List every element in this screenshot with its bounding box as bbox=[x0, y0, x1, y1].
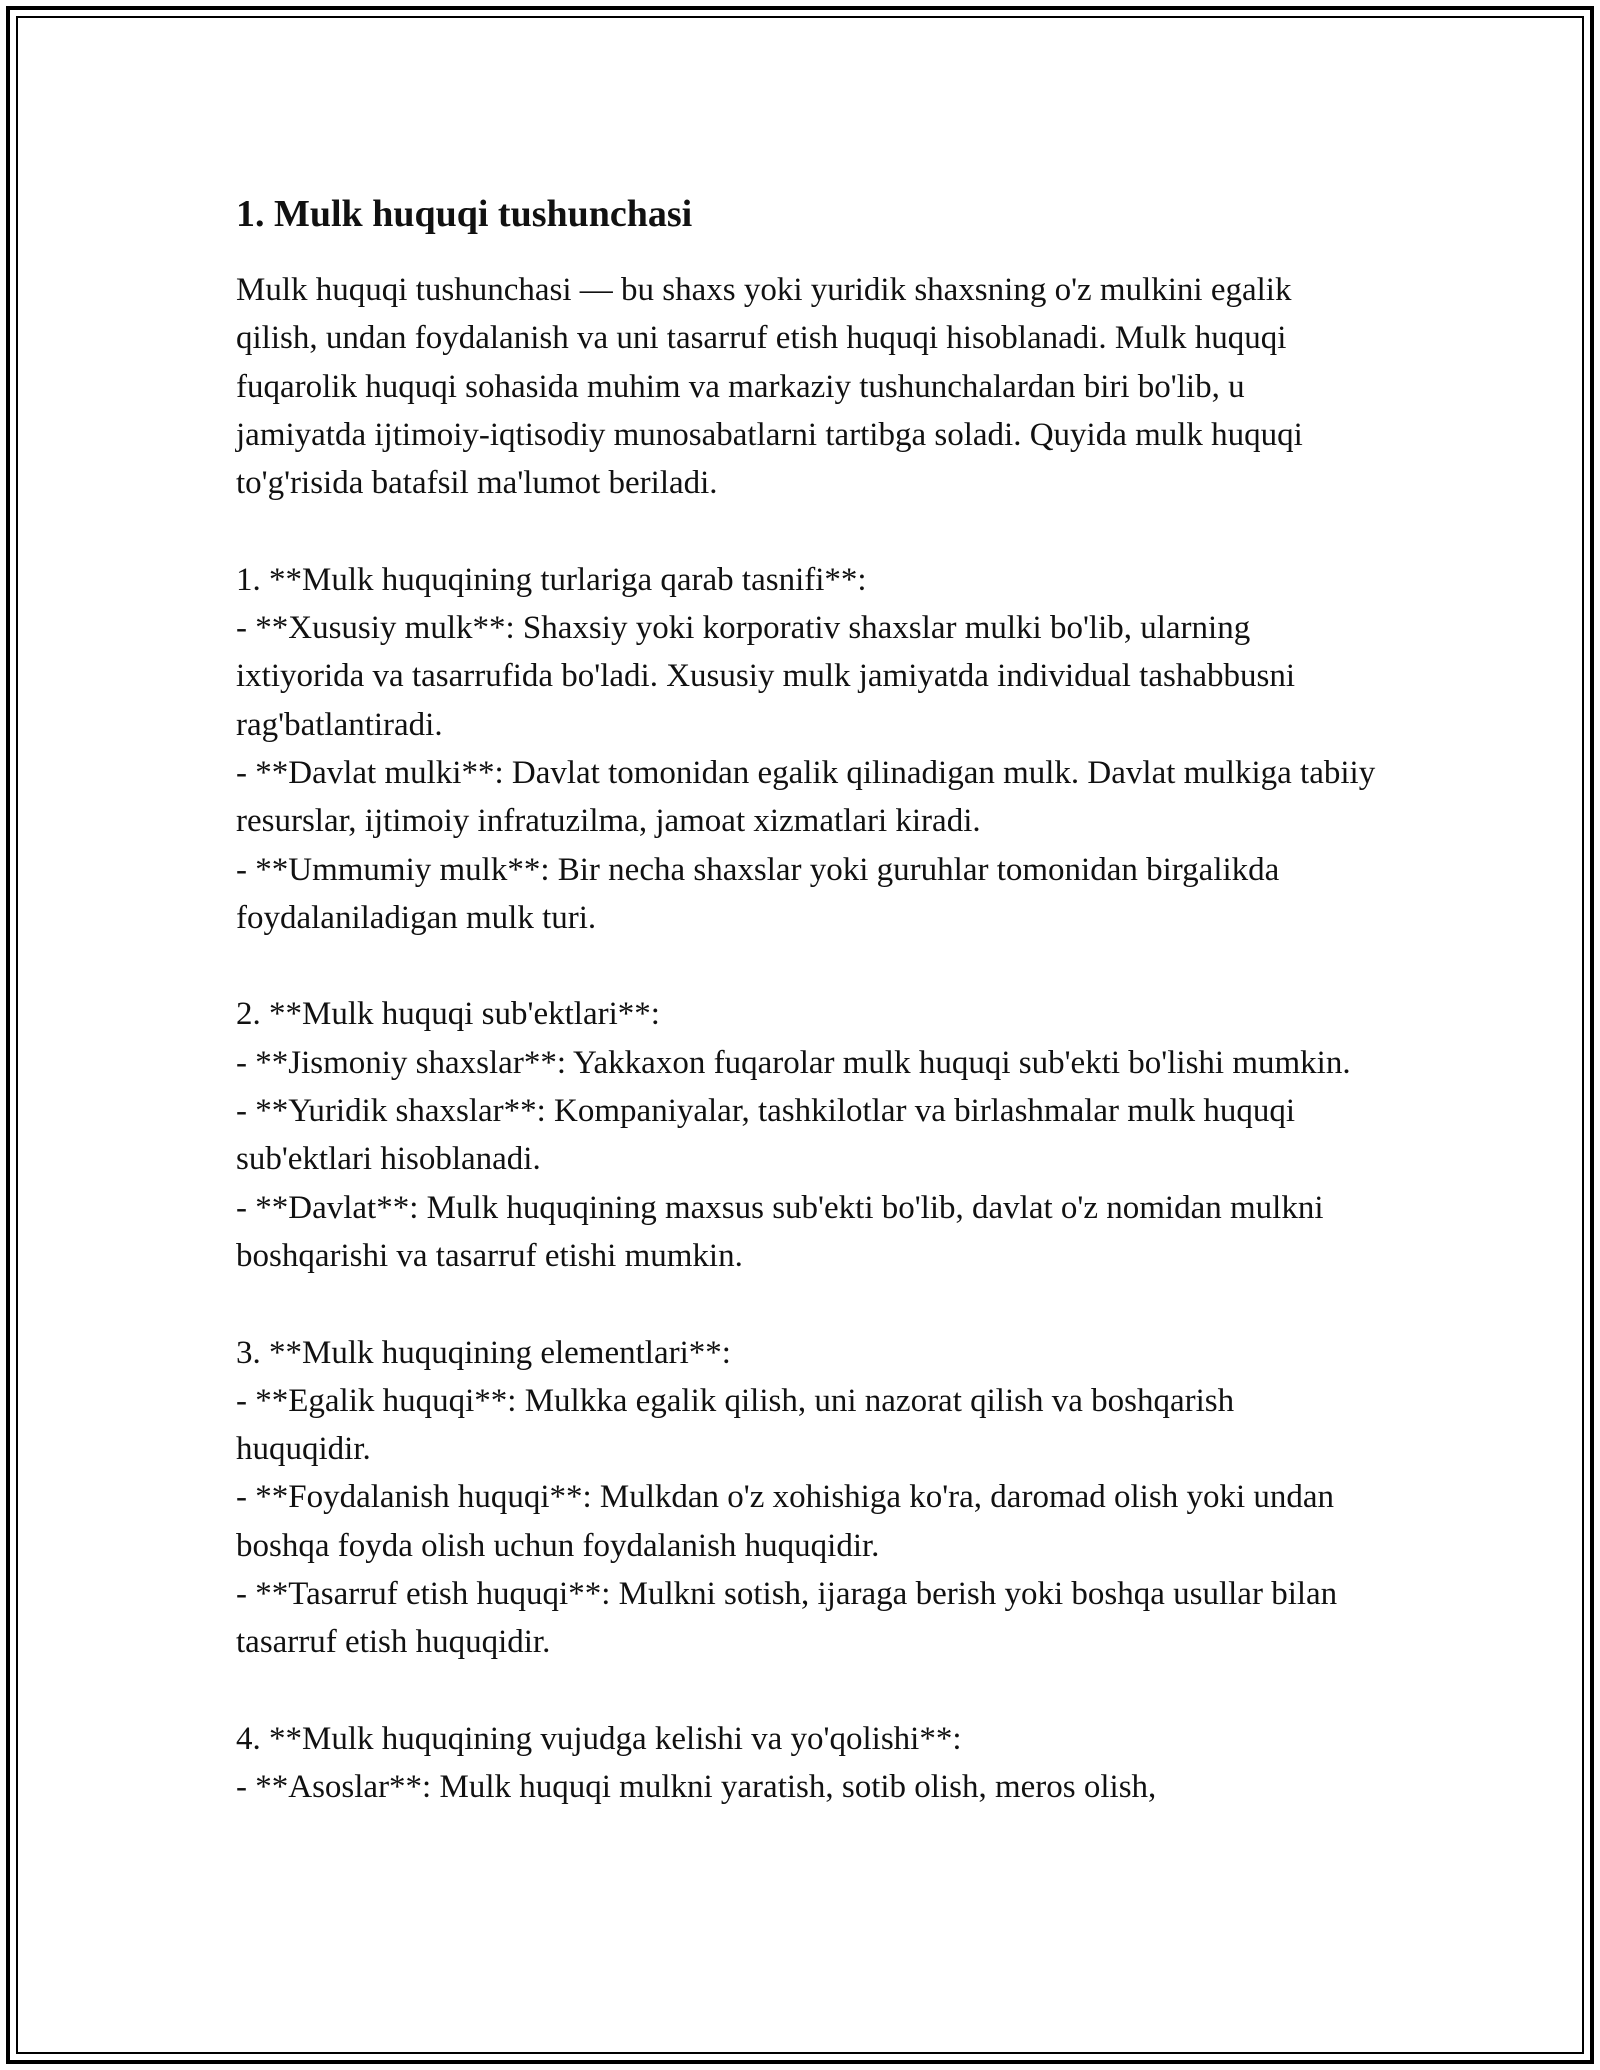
document-body-text: Mulk huquqi tushunchasi — bu shaxs yoki yuridik shaxsning o'z mulkini egalik qilish, undan foydalanish va uni tasarruf etish huquqi hisoblanadi. Mulk huquqi fuqarolik huquqi sohasida muhim va markaziy tushunchalardan biri bo'lib, u jamiyatda ijtimoiy-iqtisodiy munosabatlarni tartibga soladi. Quyida mulk huquqi to'g'risida batafsil ma'lumot beriladi. 1. **Mulk huquqining turlariga qarab tasnifi**: - **Xususiy mulk**: Shaxsiy yoki korporativ shaxslar mulki bo'lib, ularning ixtiyorida va tasarrufida bo'ladi. Xususiy mulk jamiyatda individual tashabbusni rag'batlantiradi. - **Davlat mulki**: Davlat tomonidan egalik qilinadigan mulk. Davlat mulkiga tabiiy resurslar, ijtimoiy infratuzilma, jamoat xizmatlari kiradi. - **Ummumiy mulk**: Bir necha shaxslar yoki guruhlar tomonidan birgalikda foydalaniladigan mulk turi. 2. **Mulk huquqi sub'ektlari**: - **Jismoniy shaxslar**: Yakkaxon fuqarolar mulk huquqi sub'ekti bo'lishi mumkin. - **Yuridik shaxslar**: Kompaniyalar, tashkilotlar va birlashmalar mulk huquqi sub'ektlari hisoblanadi. - **Davlat**: Mulk huquqining maxsus sub'ekti bo'lib, davlat o'z nomidan mulkni boshqarishi va tasarruf etishi mumkin. 3. **Mulk huquqining elementlari**: - **Egalik huquqi**: Mulkka egalik qilish, uni nazorat qilish va boshqarish huquqidir. - **Foydalanish huquqi**: Mulkdan o'z xohishiga ko'ra, daromad olish yoki undan boshqa foyda olish uchun foydalanish huquqidir. - **Tasarruf etish huquqi**: Mulkni sotish, ijaraga berish yoki boshqa usullar bilan tasarruf etish huquqidir. 4. **Mulk huquqining vujudga kelishi va yo'qolishi**: - **Asoslar**: Mulk huquqi mulkni yaratish, sotib olish, meros olish, bbox=[236, 272, 1376, 1806]
page-title: 1. Mulk huquqi tushunchasi bbox=[236, 193, 693, 235]
document-content bbox=[236, 186, 1376, 1812]
